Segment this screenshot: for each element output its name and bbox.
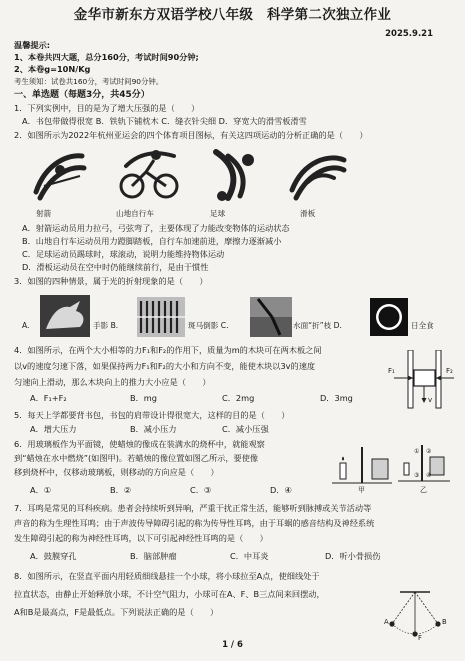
- q3-label-c: 斑马倒影 C.: [188, 321, 229, 330]
- q2-caption-skateboard: 滑板: [300, 209, 316, 218]
- skateboard-icon: [286, 146, 348, 204]
- tips-heading: 温馨提示:: [14, 40, 51, 50]
- q4-option-b: B．mg: [130, 393, 157, 403]
- q1-options: A．书包带做得很宽 B．铁轨下铺枕木 C．缝衣针尖细 D．穿宽大的滑雪板滑雪: [22, 116, 307, 126]
- svg-text:②: ②: [426, 448, 432, 455]
- q7-option-a: A．鼓膜穿孔: [30, 551, 77, 561]
- q2-caption-football: 足球: [210, 209, 226, 218]
- q6-option-b: B．②: [110, 485, 132, 495]
- q4-option-a: A．F₁+F₂: [30, 393, 67, 403]
- q1-stem: 1．下列实例中，目的是为了增大压强的是（ ）: [14, 103, 200, 113]
- q4-line-1: 4．如图所示，在两个大小相等的力F₁和F₂的作用下，质量为m的木块可在两木板之间: [14, 345, 322, 355]
- q4-block-diagram: [392, 350, 456, 410]
- svg-text:③: ③: [414, 472, 420, 479]
- q8-pendulum-diagram: [380, 590, 450, 644]
- q8-line-3: A和B是最高点，F是最低点。下列说法正确的是（ ）: [14, 607, 219, 617]
- q6-label-jia: 甲: [358, 486, 365, 494]
- q5-option-b: B．减小压力: [130, 424, 177, 434]
- q7-option-c: C．中耳炎: [230, 551, 269, 561]
- q4-label-v: v: [428, 396, 433, 404]
- q5-stem: 5．每天上学都要背书包，书包的肩带设计得很宽大，这样的目的是（ ）: [14, 410, 290, 420]
- q8-line-2: 拉直状态，由静止开始释放小球，不计空气阻力，小球可在A、F、B三点间来回摆动，: [14, 589, 325, 599]
- q2-caption-archery: 射箭: [36, 209, 52, 218]
- q4-option-c: C．2mg: [222, 393, 255, 403]
- q2-option-b: B．山地自行车运动员用力蹬脚踏板，自行车加速前进，摩擦力逐渐减小: [22, 236, 282, 246]
- q8-label-a: A: [384, 618, 389, 626]
- bent-stick-image: [250, 297, 292, 337]
- q6-option-a: A．①: [30, 485, 52, 495]
- q7-line-3: 发生障碍引起的称为神经性耳鸣，以下可引起神经性耳鸣的是（ ）: [14, 533, 268, 543]
- svg-text:①: ①: [414, 448, 420, 455]
- q8-label-f: F: [418, 634, 422, 642]
- archery-icon: [30, 146, 88, 204]
- section-1-heading: 一、单选题（每题3分，共45分）: [14, 90, 150, 100]
- q3-stem: 3．如图的四种情景，属于光的折射现象的是（ ）: [14, 276, 208, 286]
- q2-stem: 2．如图所示为2022年杭州亚运会的四个体育项目图标，有关这四项运动的分析正确的是（ ）: [14, 130, 368, 140]
- q6-mirror-candle-diagram: [332, 437, 452, 495]
- q3-label-e: 日全食: [411, 321, 434, 330]
- q6-line-1: 6．用玻璃板作为平面镜，使蜡烛的像成在装满水的烧杯中，就能观察: [14, 439, 265, 449]
- page-number: 1 / 6: [222, 640, 243, 650]
- q8-label-b: B: [442, 618, 447, 626]
- q6-option-d: D．④: [270, 485, 292, 495]
- q7-option-d: D．听小骨损伤: [325, 551, 381, 561]
- hand-shadow-image: [40, 295, 90, 337]
- football-icon: [204, 146, 260, 204]
- q5-option-c: C．减小压强: [222, 424, 269, 434]
- page-title: 金华市新东方双语学校八年级 科学第二次独立作业: [73, 7, 392, 23]
- q2-option-d: D．滑板运动员在空中时仍能继续前行，是由于惯性: [22, 262, 209, 272]
- q5-option-a: A．增大压力: [30, 424, 77, 434]
- q3-label-b: 手影 B.: [93, 321, 119, 330]
- q7-line-2: 声音的称为生理性耳鸣；由于声波传导障碍引起的称为传导性耳鸣，由于耳蜗的感音结构及神经系统: [14, 518, 375, 528]
- svg-text:④: ④: [426, 472, 432, 479]
- q2-option-a: A．射箭运动员用力拉弓，弓弦弯了，主要体现了力能改变物体的运动状态: [22, 223, 290, 233]
- q6-option-c: C．③: [190, 485, 212, 495]
- q7-line-1: 7．耳鸣是常见的耳科疾病。患者会持续听到异响，严重干扰正常生活，能够听到脉搏或关节活动等: [14, 503, 372, 513]
- q6-line-3: 移到烧杯中，仅移动玻璃板，则移动的方向应是（ ）: [14, 467, 219, 477]
- q7-option-b: B．脑部肿瘤: [130, 551, 177, 561]
- tip-1: 1、本卷共四大题，总分160分，考试时间90分钟;: [14, 52, 199, 62]
- q8-line-1: 8．如图所示，在竖直平面内用轻质细线悬挂一个小球，将小球拉至A点，使细线处于: [14, 571, 320, 581]
- q2-option-c: C．足球运动员踢球时，球滚动，说明力能维持物体运动: [22, 249, 225, 259]
- q3-label-a: A.: [22, 321, 30, 330]
- zebra-reflection-image: [137, 297, 185, 337]
- cycling-icon: [118, 146, 180, 204]
- q4-label-f1: F₁: [388, 367, 395, 375]
- q6-line-2: 到“蜡烛在水中燃烧”(如图甲)。若蜡烛的像位置如图乙所示，要使像: [14, 453, 259, 463]
- tips-note: 考生须知：试卷共160分，考试时间90分钟。: [14, 77, 164, 86]
- exam-date: 2025.9.21: [385, 29, 433, 39]
- q2-caption-cycling: 山地自行车: [116, 209, 154, 218]
- q4-line-3: 匀速向上滑动，那么木块向上的推力大小应是（ ）: [14, 377, 211, 387]
- q4-label-f2: F₂: [446, 367, 453, 375]
- q3-label-d: 水面“折”枝 D.: [293, 321, 342, 330]
- q4-line-2: 以v的速度匀速下落，如果保持两力F₁和F₂的大小和方向不变，能使木块以3v的速度: [14, 361, 316, 371]
- solar-eclipse-image: [370, 298, 408, 336]
- q6-label-yi: 乙: [420, 486, 427, 494]
- q4-option-d: D．3mg: [320, 393, 353, 403]
- tip-2: 2、本卷g=10N/Kg: [14, 64, 91, 74]
